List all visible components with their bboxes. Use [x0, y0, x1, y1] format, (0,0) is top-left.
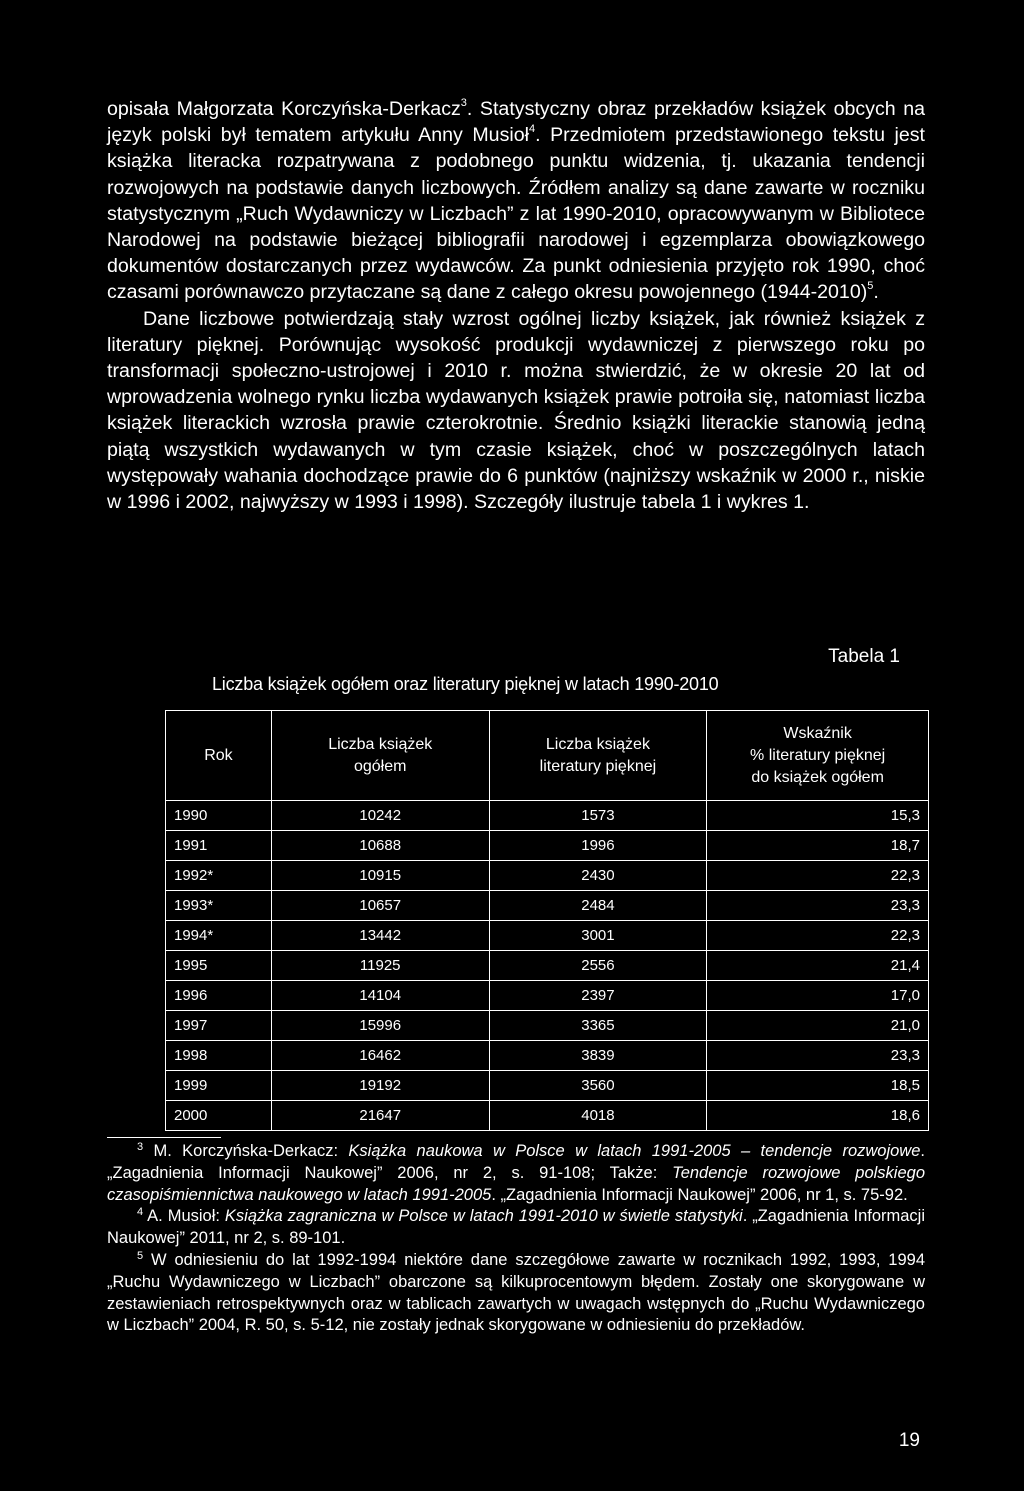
table-row — [166, 891, 929, 921]
cell-total: 11925 — [271, 951, 489, 981]
cell-literature: 3839 — [489, 1041, 707, 1071]
paragraph-1-part-d: . — [873, 281, 879, 304]
footnote-divider — [107, 1137, 221, 1138]
cell-literature: 3001 — [489, 921, 707, 951]
cell-total: 10915 — [271, 861, 489, 891]
cell-index: 18,5 — [707, 1071, 929, 1101]
cell-index: 21,0 — [707, 1011, 929, 1041]
cell-year: 1991 — [166, 831, 272, 861]
cell-index: 21,4 — [707, 951, 929, 981]
page-number: 19 — [898, 1430, 920, 1451]
cell-literature: 2397 — [489, 981, 707, 1011]
table-caption: Liczba książek ogółem oraz literatury pięknej w latach 1990-2010 — [212, 674, 719, 694]
cell-literature: 2556 — [489, 951, 707, 981]
paragraph-1 — [107, 96, 925, 306]
table-row — [166, 1041, 929, 1071]
cell-year: 1993* — [166, 891, 272, 921]
table-row — [166, 861, 929, 891]
cell-index: 18,6 — [707, 1101, 929, 1131]
cell-literature: 1573 — [489, 801, 707, 831]
cell-index: 23,3 — [707, 1041, 929, 1071]
cell-literature: 4018 — [489, 1101, 707, 1131]
cell-index: 23,3 — [707, 891, 929, 921]
header-literature: Liczba książek literatury pięknej — [489, 711, 707, 801]
cell-total: 10688 — [271, 831, 489, 861]
cell-year: 1999 — [166, 1071, 272, 1101]
footnote-ref-3: 3 — [460, 97, 467, 109]
table-row — [166, 801, 929, 831]
cell-index: 22,3 — [707, 921, 929, 951]
cell-index: 22,3 — [707, 861, 929, 891]
cell-total: 10242 — [271, 801, 489, 831]
table-body — [166, 801, 929, 1131]
footnotes — [107, 1141, 925, 1337]
paragraph-1-part-b: . Statystyczny obraz przekładów książek obcych na język polski był tematem artykułu Anny Musioł — [107, 98, 926, 147]
cell-index: 18,7 — [707, 831, 929, 861]
cell-total: 15996 — [271, 1011, 489, 1041]
footnote-3-title-1: Książka naukowa w Polsce w latach 1991-2005 – tendencje rozwojowe — [348, 1142, 921, 1160]
cell-index: 17,0 — [707, 981, 929, 1011]
cell-year: 2000 — [166, 1101, 272, 1131]
footnote-4: $^4$ A. Musioł: Książka zagraniczna w Polsce w latach 1991-2010 w świetle statystyki. „Zagadnienia Informacji Naukowej” 2011, nr 2, s. 89-101. — [107, 1206, 926, 1248]
paragraph-1-part-c: . Przedmiotem przedstawionego tekstu jest książka literacka rozpatrywana z podobnego punktu widzenia, tj. ukazania tendencji rozwojowych na podstawie danych liczbowych. Źródłem analizy są dane zawarte w roczniku statystycznym „Ruch Wydawniczy w Liczbach” z lat 1990-2010, opracowywanym w Bibliotece Narodowej na podstawie bieżącej bibliografii narodowej i egzemplarza obowiązkowego dokumentów dostarczanych przez wydawców. Za punkt odniesienia przyjęto rok 1990, choć czasami porównawczo przytaczane są dane z całego okresu powojennego (1944-2010) — [107, 124, 925, 304]
cell-index: 15,3 — [707, 801, 929, 831]
cell-literature: 3365 — [489, 1011, 707, 1041]
table-row — [166, 921, 929, 951]
paragraph-2: Dane liczbowe potwierdzają stały wzrost ogólnej liczby książek, jak również książek z literatury pięknej. Porównując wysokość produkcji wydawniczej z pierwszego roku po transformacji społeczno-ustrojowej i 2010 r. można stwierdzić, że w okresie 20 lat od wprowadzenia wolnego rynku liczba wydawanych książek prawie potroiła się, natomiast liczba książek literackich wzrosła prawie czterokrotnie. Średnio książki literackie stanowią jedną piątą wszystkich wydawanych w tym czasie książek, choć w poszczególnych latach występowały wahania dochodzące prawie do 6 punktów (najniższy wskaźnik w 2000 r., niskie w 1996 i 2002, najwyższy w 1993 i 1998). Szczegóły ilustruje tabela 1 i wykres 1. — [107, 307, 925, 514]
footnote-3-title-2: Tendencje rozwojowe polskiego czasopiśmiennictwa naukowego w latach 1991-2005 — [107, 1163, 925, 1204]
footnote-5: $^5$ W odniesieniu do lat 1992-1994 niektóre dane szczegółowe zawarte w rocznikach 1992, 1993, 1994 „Ruchu Wydawniczego w Liczbach” obarczone są kilkuprocentowym błędem. Zostały one skorygowane w zestawieniach retrospektywnych oraz w tablicach zawartych w uwagach wstępnych do „Ruchu Wydawniczego w Liczbach” 2004, R. 50, s. 5-12, nie zostały jednak skorygowane w odniesieniu do przekładów. — [107, 1249, 925, 1335]
cell-year: 1995 — [166, 951, 272, 981]
body-text — [107, 96, 925, 515]
footnote-4-number: 4 — [137, 1206, 144, 1219]
footnote-5-number: 5 — [137, 1249, 144, 1262]
cell-total: 10657 — [271, 891, 489, 921]
footnote-ref-4: 4 — [528, 123, 536, 136]
header-year: Rok — [166, 711, 272, 801]
table-row — [166, 831, 929, 861]
cell-total: 13442 — [271, 921, 489, 951]
table-label: Tabela 1 — [828, 646, 900, 667]
cell-total: 14104 — [271, 981, 489, 1011]
cell-year: 1994* — [166, 921, 272, 951]
table-row — [166, 981, 929, 1011]
footnote-4-title: Książka zagraniczna w Polsce w latach 1991-2010 w świetle statystyki — [224, 1207, 743, 1226]
cell-year: 1996 — [166, 981, 272, 1011]
header-total: Liczba książek ogółem — [271, 711, 489, 801]
table-row — [166, 1071, 929, 1101]
table-row — [166, 1011, 929, 1041]
table-row — [166, 1101, 929, 1131]
paragraph-1-part-a: opisała Małgorzata Korczyńska-Derkacz — [107, 98, 461, 120]
cell-total: 19192 — [271, 1071, 489, 1101]
cell-total: 21647 — [271, 1101, 489, 1131]
cell-literature: 2430 — [489, 861, 707, 891]
cell-total: 16462 — [271, 1041, 489, 1071]
header-index: Wskaźnik % literatury pięknej do książek ogółem — [707, 711, 929, 801]
footnote-ref-5: 5 — [867, 280, 874, 293]
footnote-3: $^3$ M. Korczyńska-Derkacz: Książka naukowa w Polsce w latach 1991-2005 – tendencje rozwojowe. „Zagadnienia Informacji Naukowej” 2006, nr 2, s. 91-108; Także: Tendencje rozwojowe polskiego czasopiśmiennictwa naukowego w latach 1991-2005. „Zagadnienia Informacji Naukowej” 2006, nr 1, s. 75-92. — [107, 1141, 925, 1204]
table-header-row — [166, 711, 929, 801]
table-row — [166, 951, 929, 981]
data-table — [165, 710, 929, 1131]
cell-year: 1998 — [166, 1041, 272, 1071]
footnote-3-number: 3 — [137, 1141, 144, 1153]
cell-literature: 1996 — [489, 831, 707, 861]
cell-literature: 2484 — [489, 891, 707, 921]
cell-year: 1997 — [166, 1011, 272, 1041]
cell-year: 1990 — [166, 801, 272, 831]
cell-literature: 3560 — [489, 1071, 707, 1101]
cell-year: 1992* — [166, 861, 272, 891]
